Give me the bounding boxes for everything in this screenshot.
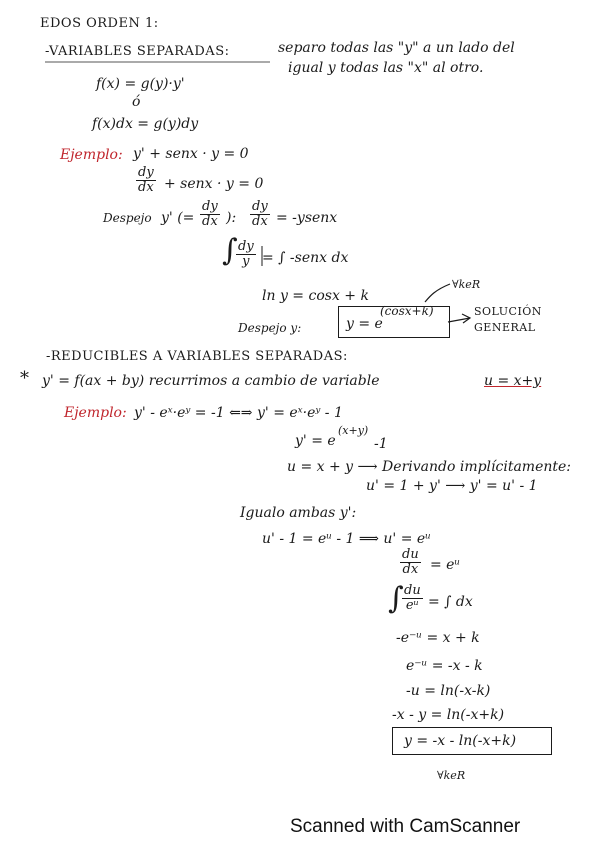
fraction-numerator: du	[402, 547, 419, 562]
reducibles-rule: y' = f(ax + by) recurrimos a cambio de variable	[42, 373, 380, 389]
igualo-equation: u' - 1 = eᵘ - 1 ⟹ u' = eᵘ	[262, 531, 431, 547]
formula-separated-2: f(x)dx = g(y)dy	[92, 116, 199, 132]
for-all-k-note-1: ∀keR	[452, 278, 481, 291]
example-label-2: Ejemplo:	[64, 405, 127, 421]
result-step-4: -x - y = ln(-x+k)	[392, 707, 505, 723]
fraction-numerator: dy	[238, 239, 254, 254]
final-solution: y = -x - ln(-x+k)	[404, 733, 517, 749]
formula-or: ó	[132, 94, 141, 110]
fraction-denominator: dx	[202, 214, 218, 229]
despejo-label-1: Despejo	[103, 211, 152, 225]
formula-separated-1: f(x) = g(y)·y'	[96, 76, 185, 92]
derivation-line-1: u = x + y ⟶ Derivando implícitamente:	[287, 459, 572, 475]
despejo-y-prime: y' (=	[161, 210, 195, 226]
example-1-equation: y' + senx · y = 0	[133, 146, 249, 162]
integral-rhs: = ∫ -senx dx	[262, 250, 349, 266]
igualo-line: Igualo ambas y':	[240, 505, 357, 521]
example-2-equation: y' - eˣ·eʸ = -1 ⇐⇒ y' = eˣ·eʸ - 1	[134, 405, 343, 421]
exp-line-tail: -1	[374, 436, 388, 452]
fraction-denominator: dx	[402, 562, 419, 577]
section-heading-reducibles: -REDUCIBLES A VARIABLES SEPARADAS:	[46, 349, 348, 364]
exp-line-base: y' = e	[295, 433, 336, 449]
result-step-3: -u = ln(-x-k)	[406, 683, 491, 699]
general-solution-exponent: (cosx+k)	[380, 304, 434, 318]
result-step-2: e⁻ᵘ = -x - k	[406, 658, 483, 674]
solucion-label: SOLUCIÓN	[474, 305, 542, 318]
example-label-1: Ejemplo:	[60, 147, 123, 163]
change-of-variable: u = x+y	[484, 373, 542, 389]
fraction-numerator: dy	[202, 199, 218, 214]
fraction-denominator: y	[242, 254, 250, 269]
du-dx-rhs: = eᵘ	[430, 557, 461, 573]
general-label: GENERAL	[474, 321, 536, 334]
page-title: EDOS ORDEN 1:	[40, 16, 159, 31]
integral-2-rhs: = ∫ dx	[428, 594, 473, 610]
note-line-1: separo todas las "y" a un lado del	[278, 40, 515, 56]
section-heading-variables-separadas: -VARIABLES SEPARADAS:	[45, 44, 230, 59]
for-all-k-note-2: ∀keR	[437, 769, 466, 782]
note-line-2: igual y todas las "x" al otro.	[288, 60, 484, 76]
despejo-close: ):	[226, 210, 237, 226]
camscanner-footer: Scanned with CamScanner	[290, 816, 521, 837]
fraction-numerator: du	[404, 583, 421, 598]
ln-result: ln y = cosx + k	[262, 288, 369, 304]
integral-sign-1: ∫	[222, 233, 238, 268]
despejo-rhs: = -ysenx	[276, 210, 338, 226]
fraction-denominator: dx	[252, 214, 268, 229]
fraction-numerator: dy	[252, 199, 268, 214]
integral-sign-2: ∫	[388, 581, 404, 616]
star-icon: *	[20, 368, 29, 389]
fraction-numerator: dy	[138, 165, 154, 180]
result-step-1: -e⁻ᵘ = x + k	[396, 630, 480, 646]
example-1-step-2: + senx · y = 0	[164, 176, 264, 192]
exp-line-sup: (x+y)	[338, 424, 369, 437]
fraction-denominator: dx	[138, 180, 154, 195]
derivation-line-2: u' = 1 + y' ⟶ y' = u' - 1	[366, 478, 538, 494]
fraction-denominator: eᵘ	[405, 598, 419, 613]
vkeir-arrow	[425, 284, 450, 302]
general-solution-base: y = e	[346, 316, 383, 332]
despejo-label-2: Despejo y:	[238, 321, 302, 335]
